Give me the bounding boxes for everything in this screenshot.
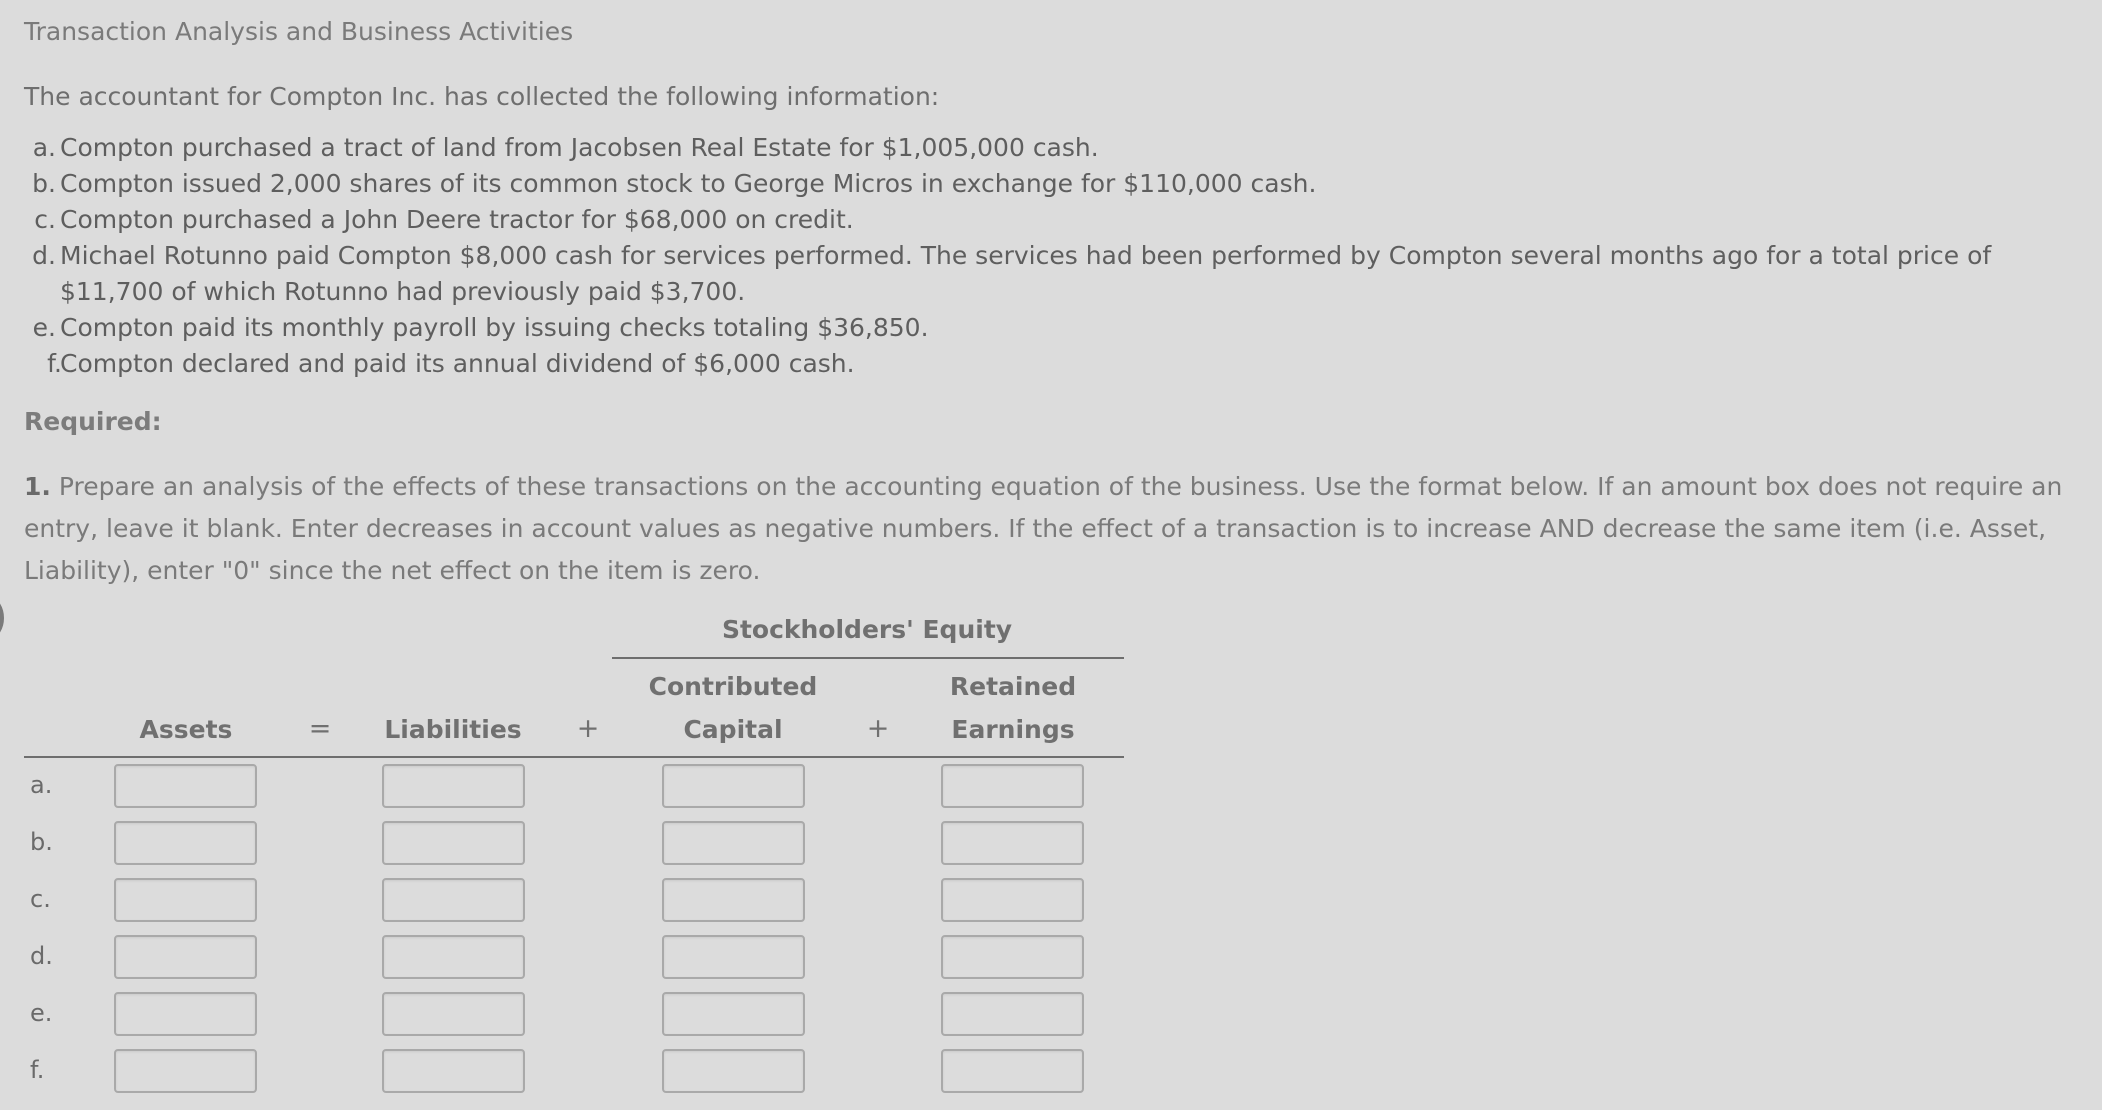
transaction-text: Compton paid its monthly payroll by issuing checks totaling $36,850. (60, 313, 929, 342)
contributed-header-line1: Contributed (648, 672, 818, 701)
assets-input-b[interactable] (114, 821, 257, 865)
contributed-header-line2: Capital (683, 715, 783, 744)
page-title: Transaction Analysis and Business Activities (24, 17, 574, 46)
required-heading: Required: (24, 407, 162, 436)
table-header-divider (24, 756, 1124, 758)
circle-icon (0, 590, 4, 646)
retained-earnings-input-f[interactable] (941, 1049, 1084, 1093)
equity-divider (612, 657, 1124, 659)
liabilities-input-d[interactable] (382, 935, 525, 979)
transaction-text: Compton issued 2,000 shares of its common stock to George Micros in exchange for $110,000 cash. (60, 169, 1317, 198)
transaction-text: Michael Rotunno paid Compton $8,000 cash for services performed. The services had been performed by Compton several months ago for a total price of $11,700 of which Rotunno had previously paid $3,700. (60, 241, 1992, 306)
equals-sign: = (308, 713, 332, 744)
liabilities-header: Liabilities (384, 715, 522, 744)
assets-input-f[interactable] (114, 1049, 257, 1093)
contributed-capital-input-e[interactable] (662, 992, 805, 1036)
transaction-letter: c. (34, 205, 56, 234)
liabilities-input-e[interactable] (382, 992, 525, 1036)
retained-earnings-input-b[interactable] (941, 821, 1084, 865)
liabilities-input-c[interactable] (382, 878, 525, 922)
transaction-letter: b. (32, 169, 56, 198)
liabilities-input-a[interactable] (382, 764, 525, 808)
transaction-text: Compton purchased a tract of land from Jacobsen Real Estate for $1,005,000 cash. (60, 133, 1099, 162)
row-label: c. (30, 885, 51, 913)
contributed-capital-input-a[interactable] (662, 764, 805, 808)
transaction-letter: e. (32, 313, 56, 342)
plus-sign: + (866, 713, 890, 744)
instruction-number: 1. (24, 472, 51, 501)
transaction-item (28, 346, 2098, 382)
row-label: f. (30, 1056, 45, 1084)
liabilities-input-b[interactable] (382, 821, 525, 865)
stockholders-equity-header: Stockholders' Equity (721, 615, 1013, 644)
transaction-text: Compton purchased a John Deere tractor for $68,000 on credit. (60, 205, 854, 234)
plus-sign: + (576, 713, 600, 744)
retained-earnings-input-c[interactable] (941, 878, 1084, 922)
contributed-capital-input-b[interactable] (662, 821, 805, 865)
assets-input-a[interactable] (114, 764, 257, 808)
assets-input-d[interactable] (114, 935, 257, 979)
row-label: d. (30, 942, 53, 970)
retained-header-line2: Earnings (951, 715, 1075, 744)
transaction-text: Compton declared and paid its annual dividend of $6,000 cash. (60, 349, 855, 378)
intro-text: The accountant for Compton Inc. has collected the following information: (24, 82, 940, 111)
contributed-capital-input-d[interactable] (662, 935, 805, 979)
contributed-capital-input-c[interactable] (662, 878, 805, 922)
transaction-letter: f. (47, 349, 62, 378)
liabilities-input-f[interactable] (382, 1049, 525, 1093)
transaction-list (28, 130, 2098, 382)
instructions (24, 466, 2102, 592)
transaction-item (28, 238, 2098, 310)
assets-input-c[interactable] (114, 878, 257, 922)
retained-earnings-input-d[interactable] (941, 935, 1084, 979)
transaction-item (28, 202, 2098, 238)
transaction-item (28, 130, 2098, 166)
transaction-item (28, 166, 2098, 202)
retained-header-line1: Retained (949, 672, 1077, 701)
transaction-letter: a. (32, 133, 56, 162)
instruction-text: Prepare an analysis of the effects of these transactions on the accounting equation of the business. Use the format below. If an amount box does not require an entry, leave it blank. Enter decreases in account values as negative numbers. If the effect of a transaction is to increase AND decrease the same item (i.e. Asset, Liability), enter "0" since the net effect on the item is zero. (24, 472, 2063, 585)
assets-header: Assets (139, 715, 233, 744)
assets-input-e[interactable] (114, 992, 257, 1036)
retained-earnings-input-e[interactable] (941, 992, 1084, 1036)
transaction-letter: d. (32, 241, 56, 270)
contributed-capital-input-f[interactable] (662, 1049, 805, 1093)
row-label: b. (30, 828, 53, 856)
row-label: a. (30, 771, 53, 799)
transaction-item (28, 310, 2098, 346)
row-label: e. (30, 999, 53, 1027)
retained-earnings-input-a[interactable] (941, 764, 1084, 808)
